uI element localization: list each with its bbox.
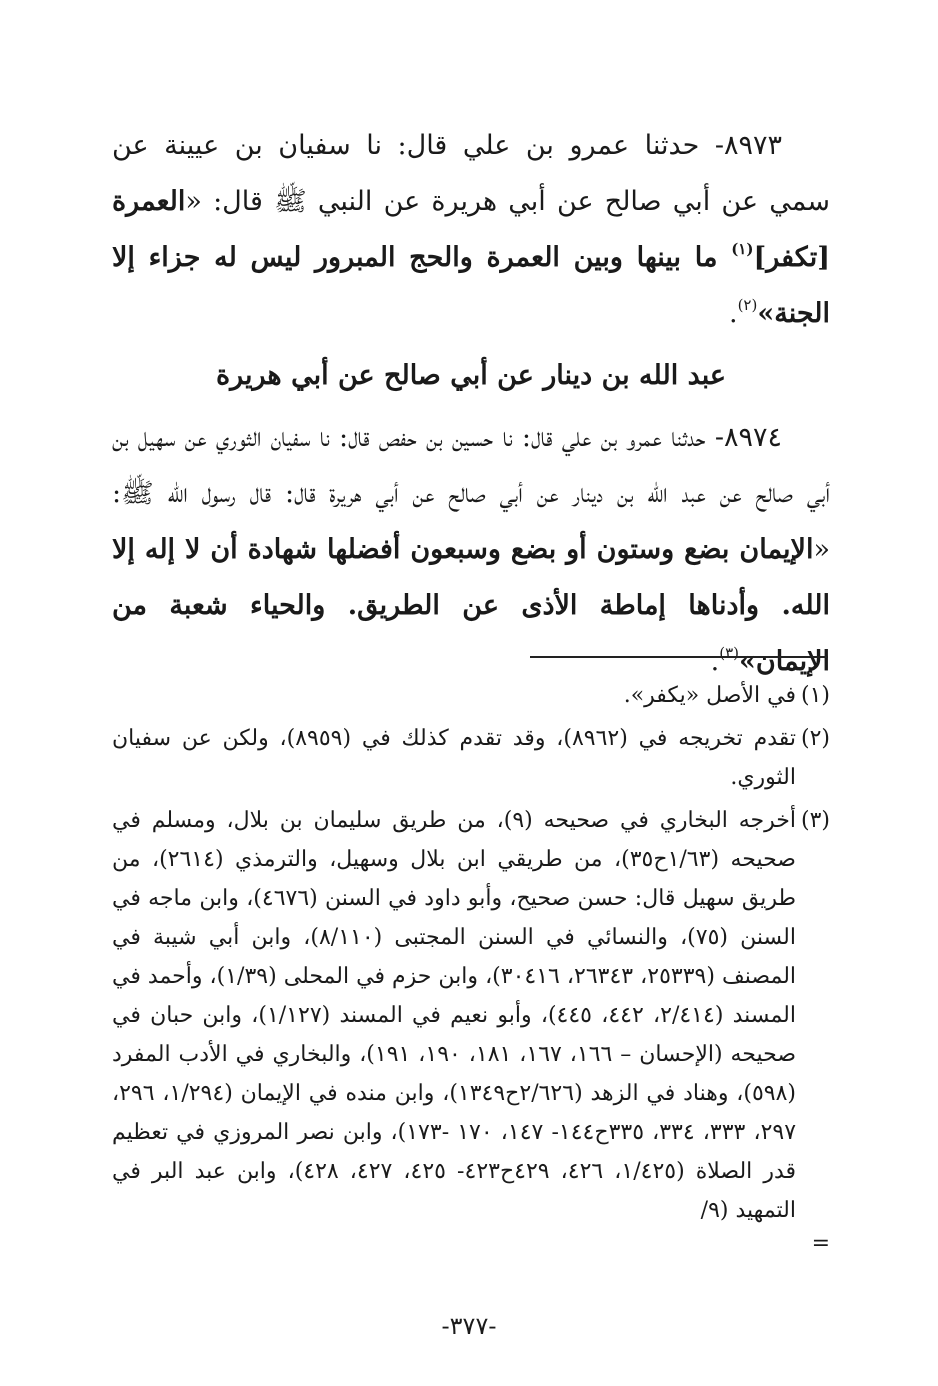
hadith-8973 [112,118,830,342]
footnote-text: في الأصل «يكفر». [623,683,796,708]
full-stop: . [710,646,720,677]
footnote-2 [112,719,830,797]
page-number: -٣٧٧- [441,1312,497,1340]
footnote-number: (١) [800,683,830,708]
matn-part: العمرة [تكفر] [112,186,830,273]
main-text [112,118,830,690]
isnad: ٨٩٧٣- حدثنا عمرو بن علي قال: نا سفيان بن عيينة عن سمي عن أبي صالح عن أبي هريرة عن النبي ﷺ قال: « [112,130,830,217]
footnote-text: تقدم تخريجه في (٨٩٦٢)، وقد تقدم كذلك في (٨٩٥٩)، ولكن عن سفيان الثوري. [112,726,797,790]
matn-part: ما بينها وبين العمرة والحج المبرور ليس له جزاء إلا الجنة» [112,242,830,329]
footnote-ref-1[interactable]: (١) [731,240,754,258]
footnote-3 [112,801,830,1230]
footnote-number: (٣) [800,808,830,833]
footnote-1 [112,676,830,715]
footnote-text: أخرجه البخاري في صحيحه (٩)، من طريق سليمان بن بلال، ومسلم في صحيحه (١/٦٣ح٣٥)، من طريقي ابن بلال وسهيل، والترمذي (٢٦١٤)، من طريق سهيل قال: حسن صحيح، وأبو داود في السنن (٤٦٧٦)، وابن ماجه في السنن (٧٥)، والنسائي في السنن المجتبى (٨/١١٠)، وابن أبي شيبة في المصنف (٢٥٣٣٩، ٢٦٣٤٣، ٣٠٤١٦)، وابن حزم في المحلى (١/٣٩)، وأحمد في المسند (٢/٤١٤، ٤٤٢، ٤٤٥)، وأبو نعيم في المسند (١/١٢٧)، وابن حبان في صحيحه (الإحسان – ١٦٦، ١٦٧، ١٨١، ١٩٠، ١٩١)، والبخاري في الأدب المفرد (٥٩٨)، وهناد في الزهد (٢/٦٢٦ح١٣٤٩)، وابن منده في الإيمان (١/٢٩٤، ٢٩٦، ٢٩٧، ٣٣٣، ٣٣٤، ٣٣٥ح١٤٤- ١٤٧، ١٧٠ -١٧٣)، وابن نصر المروزي في تعظيم قدر الصلاة (١/٤٢٥، ٤٢٦، ٤٢٩ح٤٢٣- ٤٢٥، ٤٢٧، ٤٢٨)، وابن عبد البر في التمهيد (٩/ [112,808,797,1223]
section-heading: عبد الله بن دينار عن أبي صالح عن أبي هريرة [215,360,727,391]
footnotes [112,676,830,1258]
footnote-ref-3[interactable]: (٣) [719,644,740,662]
isnad: ٨٩٧٤- حدثنا عمرو بن علي قال: نا حسين بن حفص قال: نا سفيان الثوري عن سهيل بن أبي صالح عن عبد الله بن دينار عن أبي صالح عن أبي هريرة قال: قال رسول الله ﷺ: « [112,422,830,565]
footnote-number: (٢) [800,726,830,751]
full-stop: . [728,298,738,329]
matn: الإيمان بضع وستون أو بضع وسبعون أفضلها شهادة أن لا إله إلا الله. وأدناها إماطة الأذى عن الطريق. والحياء شعبة من الإيمان» [112,534,830,677]
continuation-mark: = [811,1231,830,1256]
footnote-ref-2[interactable]: (٢) [737,296,758,314]
footnote-separator [530,656,828,658]
hadith-8974 [112,410,830,690]
